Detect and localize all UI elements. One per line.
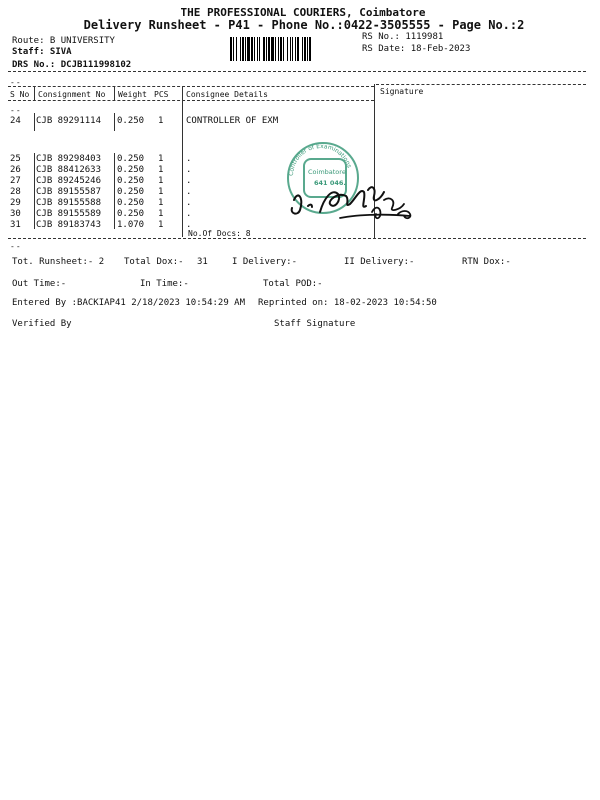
row-weight: 0.250 <box>117 154 145 164</box>
row-consignment: CJB 89298403 <box>36 154 102 164</box>
drs-number: DRS No.: DCJB111998102 <box>12 60 132 70</box>
row-consignment: CJB 89155589 <box>36 209 102 219</box>
col-consignment: Consignment No <box>38 90 106 99</box>
row-consignee: . <box>186 198 192 208</box>
row-consignment: CJB 88412633 <box>36 165 102 175</box>
row-consignee: . <box>186 209 192 219</box>
row-weight: 0.250 <box>117 165 145 175</box>
total-dox-value: 31 <box>197 257 208 267</box>
signature-top-divider <box>376 84 586 85</box>
row-sno: 31 <box>10 220 21 230</box>
rs-number: RS No.: 1119981 <box>362 32 444 42</box>
entered-by: Entered By :BACKIAP41 2/18/2023 10:54:29 AM <box>12 298 245 308</box>
out-time: Out Time:- <box>12 279 67 289</box>
col-line <box>34 87 35 101</box>
table-row <box>10 116 590 127</box>
route-label: Route: B UNIVERSITY <box>12 36 115 46</box>
row-pcs: 1 <box>158 165 164 175</box>
row-consignment: CJB 89155588 <box>36 198 102 208</box>
row-sno: 25 <box>10 154 21 164</box>
row-weight: 1.070 <box>117 220 145 230</box>
runsheet-barcode <box>230 37 354 61</box>
col-weight: Weight <box>118 90 147 99</box>
row-pcs: 1 <box>158 220 164 230</box>
row-sno: 28 <box>10 187 21 197</box>
svg-text:Controller of Examinations: Controller of Examinations <box>287 142 353 177</box>
table-top-divider <box>8 86 374 87</box>
row-consignee: CONTROLLER OF EXM <box>186 116 279 126</box>
row-consignee: . <box>186 187 192 197</box>
dash-marker-1: -- <box>10 78 22 87</box>
row-pcs: 1 <box>158 187 164 197</box>
col-signature: Signature <box>380 87 424 96</box>
row-pcs: 1 <box>158 198 164 208</box>
dash-marker-3: -- <box>10 242 22 251</box>
row-consignee: . <box>186 176 192 186</box>
runsheet-title: Delivery Runsheet - P41 - Phone No.:0422-3505555 - Page No.:2 <box>83 18 525 32</box>
row-consignee: . <box>186 165 192 175</box>
row-sno: 27 <box>10 176 21 186</box>
rtn-dox: RTN Dox:- <box>462 257 511 267</box>
total-pod: Total POD:- <box>263 279 323 289</box>
row-weight: 0.250 <box>117 209 145 219</box>
dash-marker-2: -- <box>10 106 22 115</box>
rs-date: RS Date: 18-Feb-2023 <box>362 44 471 54</box>
staff-signature: Staff Signature <box>274 319 356 329</box>
col-line <box>114 87 115 101</box>
row-sno: 29 <box>10 198 21 208</box>
row-consignment: CJB 89155587 <box>36 187 102 197</box>
row-sno: 30 <box>10 209 21 219</box>
company-title: THE PROFESSIONAL COURIERS, Coimbatore <box>180 6 426 19</box>
row-sno: 24 <box>10 116 21 126</box>
row-pcs: 1 <box>158 116 164 126</box>
row-weight: 0.250 <box>117 116 145 126</box>
row-weight: 0.250 <box>117 198 145 208</box>
row-consignment: CJB 89245246 <box>36 176 102 186</box>
col-sno: S No <box>10 90 30 99</box>
in-time: In Time:- <box>140 279 189 289</box>
stamp-pin: 641 046. <box>314 179 346 187</box>
i-delivery: I Delivery:- <box>232 257 298 267</box>
stamp-city: Coimbatore <box>308 168 346 176</box>
row-consignment: CJB 89183743 <box>36 220 102 230</box>
reprinted-on: Reprinted on: 18-02-2023 10:54:50 <box>258 298 437 308</box>
table-head-divider <box>8 100 374 101</box>
verified-by: Verified By <box>12 319 72 329</box>
row-consignee: . <box>186 220 192 230</box>
tot-runsheet: Tot. Runsheet:- 2 <box>12 257 105 267</box>
row-consignee: . <box>186 154 192 164</box>
header-divider <box>8 71 586 72</box>
row-pcs: 1 <box>158 154 164 164</box>
ii-delivery: II Delivery:- <box>344 257 415 267</box>
no-of-docs: No.Of Docs: 8 <box>188 229 251 238</box>
row-weight: 0.250 <box>117 176 145 186</box>
staff-label: Staff: SIVA <box>12 47 72 57</box>
row-pcs: 1 <box>158 209 164 219</box>
row-weight: 0.250 <box>117 187 145 197</box>
col-consignee: Consignee Details <box>186 90 268 99</box>
barcode-bar <box>309 37 311 61</box>
row-sno: 26 <box>10 165 21 175</box>
row-consignment: CJB 89291114 <box>36 116 102 126</box>
row-pcs: 1 <box>158 176 164 186</box>
handwritten-signature <box>280 170 430 230</box>
table-bottom-divider <box>8 238 586 239</box>
col-pcs: PCS <box>154 90 169 99</box>
total-dox-label: Total Dox:- <box>124 257 184 267</box>
